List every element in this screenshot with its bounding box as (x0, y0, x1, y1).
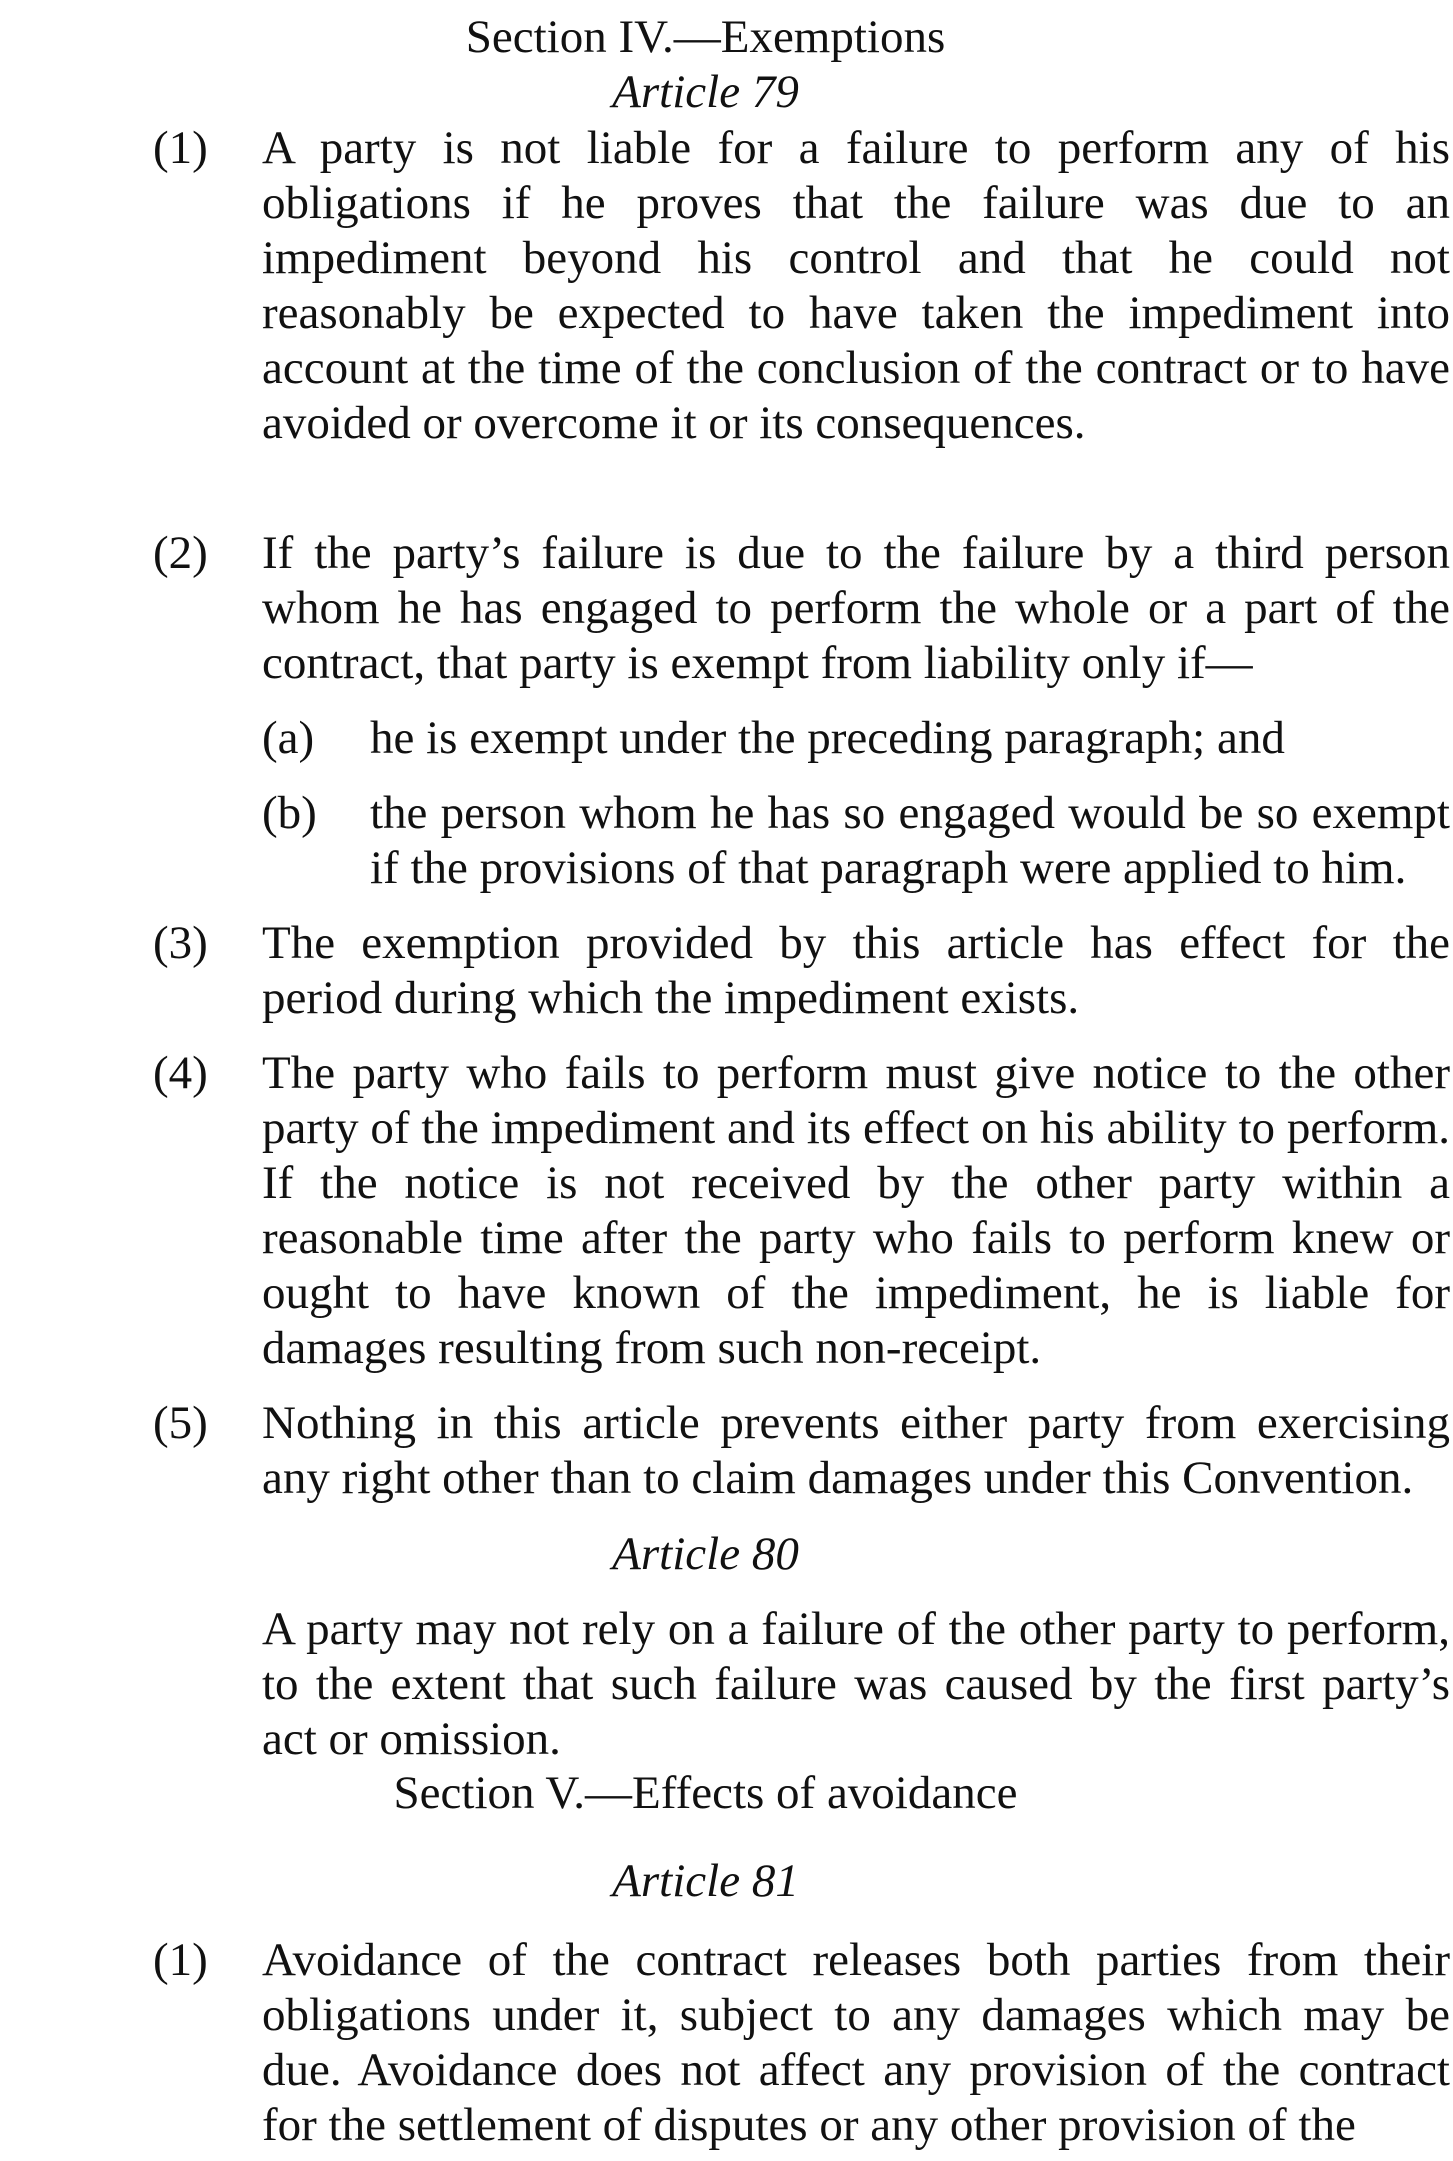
article-79-paragraph-5-number: (5) (153, 1397, 208, 1449)
article-79-paragraph-2-text: If the party’s failure is due to the failure by a third person whom he has engaged to perform the whole or a part of the contract, that party is exempt from liability only if— (262, 527, 1450, 689)
article-80-text: A party may not rely on a failure of the other party to perform, to the extent that such failure was caused by the first party’s act or omission. (262, 1603, 1450, 1765)
article-79-item-a-text: he is exempt under the preceding paragraph; and (370, 712, 1285, 764)
article-79-paragraph-4-number: (4) (153, 1047, 208, 1099)
article-79-paragraph-2-number: (2) (153, 527, 208, 579)
article-79-paragraph-5-text: Nothing in this article prevents either party from exercising any right other than to claim damages under this Convention. (262, 1397, 1450, 1504)
article-79-paragraph-1-number: (1) (153, 122, 208, 174)
article-81-heading: Article 81 (612, 1855, 799, 1907)
article-79-item-b-label: (b) (262, 787, 317, 839)
article-79-paragraph-3-text: The exemption provided by this article has effect for the period during which the impediment exists. (262, 917, 1450, 1024)
article-81-paragraph-1-number: (1) (153, 1934, 208, 1986)
article-79-paragraph-1-text: A party is not liable for a failure to perform any of his obligations if he proves that the failure was due to an impediment beyond his control and that he could not reasonably be expected to have taken the impediment into account at the time of the conclusion of the contract or to have avoided or overcome it or its consequences. (262, 122, 1450, 449)
article-79-item-b-text: the person whom he has so engaged would be so exempt if the provisions of that paragraph were applied to him. (370, 787, 1450, 894)
section-v-heading: Section V.—Effects of avoidance (393, 1767, 1018, 1819)
section-iv-heading: Section IV.—Exemptions (465, 11, 946, 63)
article-79-item-a-label: (a) (262, 712, 315, 764)
article-79-paragraph-4-text: The party who fails to perform must give notice to the other party of the impediment and its effect on his ability to perform. If the notice is not received by the other party within a reasonable time after the party who fails to perform knew or ought to have known of the impediment, he is liable for damages resulting from such non-receipt. (262, 1047, 1450, 1374)
article-80-heading: Article 80 (612, 1528, 799, 1580)
article-81-paragraph-1-text: Avoidance of the contract releases both parties from their obligations under it, subject to any damages which may be due. Avoidance does not affect any provision of the contract for the settlement of disputes or any other provision of the (262, 1934, 1450, 2151)
article-79-heading: Article 79 (612, 66, 799, 118)
article-79-paragraph-3-number: (3) (153, 917, 208, 969)
